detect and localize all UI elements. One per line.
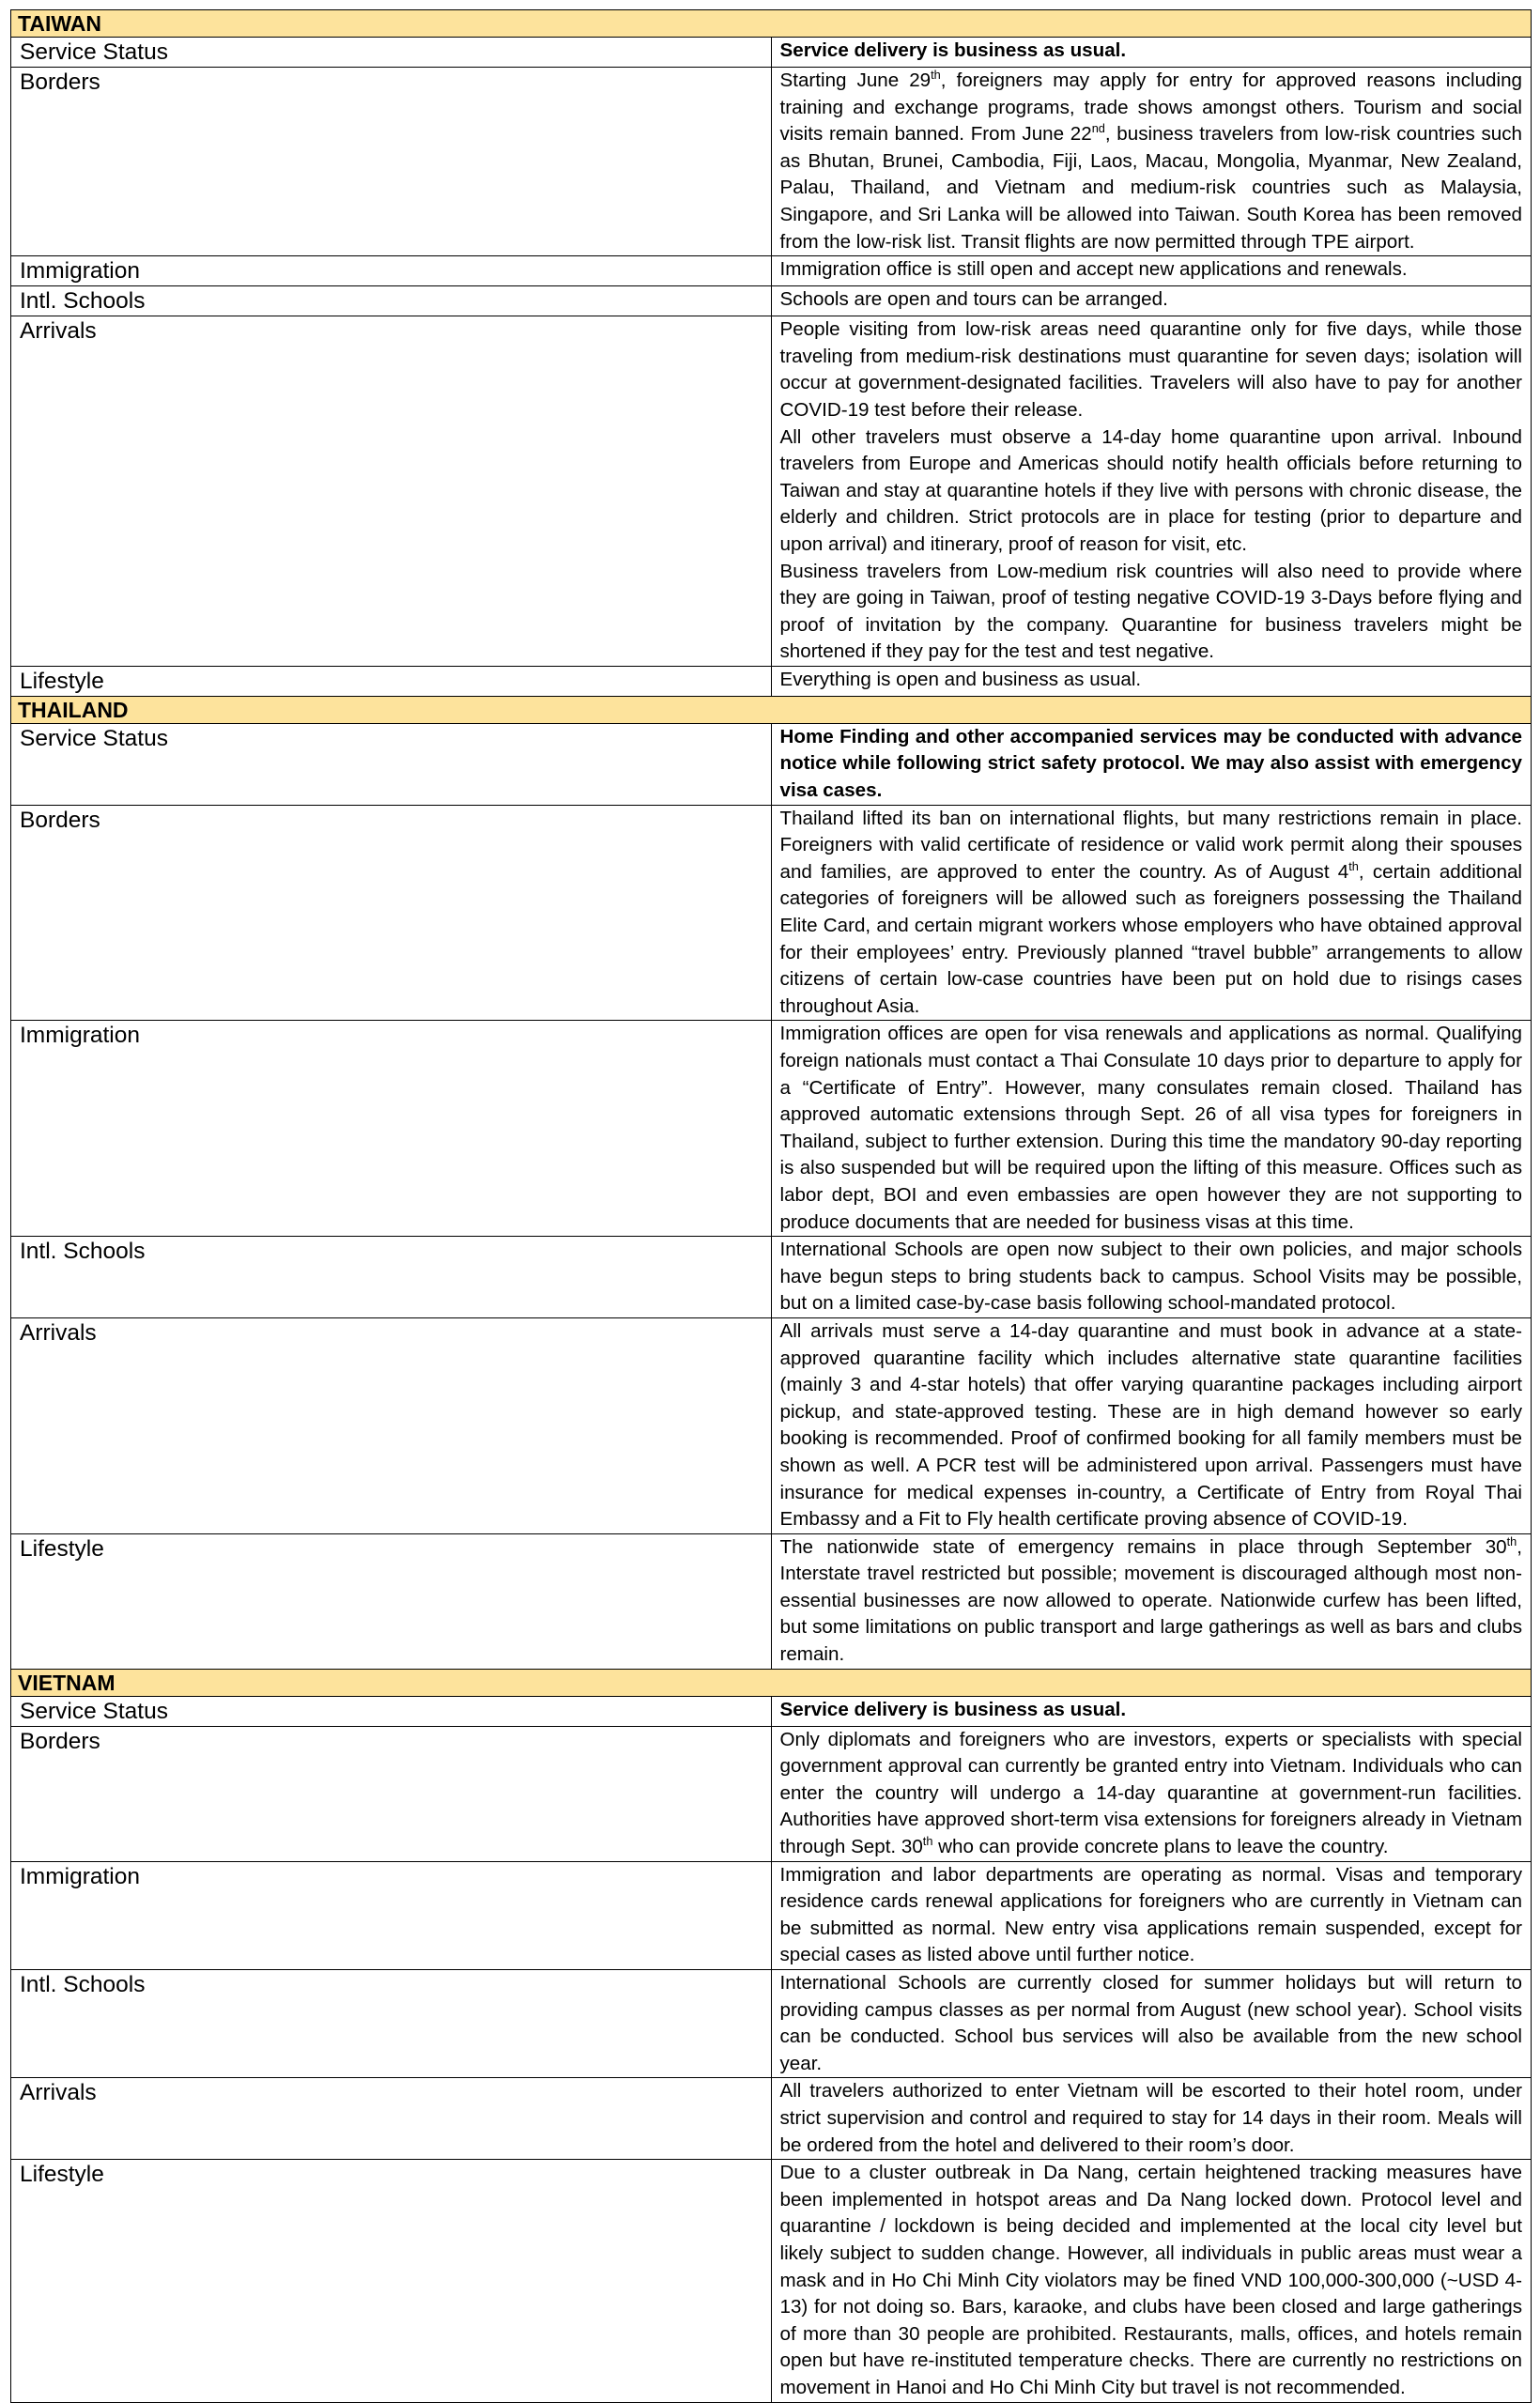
details-text: Thailand lifted its ban on international flights, but many restrictions remain in place. Foreigners with valid certificate of residence or valid work permit along their spouses and families, are approved to enter the country. As of August 4 bbox=[779, 807, 1522, 883]
category-label: Borders bbox=[11, 1726, 772, 1861]
category-label: Arrivals bbox=[11, 2078, 772, 2160]
details-paragraph bbox=[780, 2078, 1523, 2159]
details-text: , Interstate travel restricted but possible; movement is discouraged although most non-essential businesses are now allowed to operate. Nationwide curfew has been lifted, but some limitations on public transport and large gatherings as well as bars and clubs remain. bbox=[779, 1535, 1522, 1666]
details-text: Immigration offices are open for visa renewals and applications as normal. Qualifying foreign nationals must contact a Thai Consulate 10 days prior to departure to apply for a “Certificate of Entry”. However, many consulates remain closed. Thailand has approved automatic extensions through Sept. 26 of all visa types for foreigners in Thailand, subject to further extension. During this time the mandatory 90-day reporting is also suspended but will be required upon the lifting of this measure. Offices such as labor dept, BOI and even embassies are open however they are not supporting to produce documents that are needed for business visas at this time. bbox=[779, 1023, 1522, 1233]
details-text: Starting June 29 bbox=[779, 69, 932, 91]
category-details bbox=[771, 1317, 1532, 1533]
category-details bbox=[771, 805, 1532, 1021]
category-label: Lifestyle bbox=[11, 666, 772, 696]
category-label: Lifestyle bbox=[11, 1533, 772, 1669]
table-row bbox=[11, 1726, 1532, 1861]
table-row bbox=[11, 723, 1532, 805]
category-label: Borders bbox=[11, 805, 772, 1021]
details-paragraph bbox=[780, 286, 1523, 314]
category-details bbox=[771, 256, 1532, 286]
details-paragraph bbox=[780, 2160, 1523, 2401]
category-details bbox=[771, 1021, 1532, 1237]
table-row bbox=[11, 316, 1532, 667]
details-paragraph bbox=[780, 68, 1523, 255]
table-row bbox=[11, 2160, 1532, 2402]
table-row bbox=[11, 1317, 1532, 1533]
ordinal-suffix: th bbox=[1506, 1533, 1517, 1548]
category-details bbox=[771, 316, 1532, 667]
details-paragraph bbox=[780, 1021, 1523, 1236]
category-label: Intl. Schools bbox=[11, 286, 772, 316]
category-details bbox=[771, 1861, 1532, 1969]
table-row bbox=[11, 1237, 1532, 1318]
details-text: International Schools are currently closed for summer holidays but will return to providing campus classes as per normal from August (new school year). School visits can be conducted. School bus services will also be available from the new school year. bbox=[779, 1972, 1522, 2074]
details-text: , business travelers from low-risk countries such as Bhutan, Brunei, Cambodia, Fiji, Laos, Macau, Mongolia, Myanmar, New Zealand, Palau, Thailand, and Vietnam and medium-risk countries such as Malaysia, Singapore, and Sri Lanka will be allowed into Taiwan. South Korea has been removed from the low-risk list. Transit flights are now permitted through TPE airport. bbox=[779, 123, 1522, 253]
category-details bbox=[771, 286, 1532, 316]
table-row bbox=[11, 2078, 1532, 2160]
category-label: Intl. Schools bbox=[11, 1970, 772, 2078]
table-row bbox=[11, 68, 1532, 256]
details-paragraph bbox=[780, 559, 1523, 666]
country-name: VIETNAM bbox=[11, 1669, 1532, 1696]
details-paragraph bbox=[780, 1534, 1523, 1669]
table-row bbox=[11, 1533, 1532, 1669]
details-paragraph bbox=[780, 316, 1523, 424]
category-label: Arrivals bbox=[11, 316, 772, 667]
table-row bbox=[11, 38, 1532, 68]
category-label: Service Status bbox=[11, 38, 772, 68]
details-text: , certain additional categories of foreigners will be allowed such as foreigners possessing the Thailand Elite Card, and certain migrant workers whose employers who have obtained approval for their employees’ entry. Previously planned “travel bubble” arrangements to allow citizens of certain low-case countries have been put on hold due to risings cases throughout Asia. bbox=[779, 860, 1522, 1017]
details-paragraph bbox=[780, 1318, 1523, 1533]
details-text: Home Finding and other accompanied services may be conducted with advance notice while following strict safety protocol. We may also assist with emergency visa cases. bbox=[779, 725, 1522, 802]
table-row bbox=[11, 1696, 1532, 1726]
details-text: Service delivery is business as usual. bbox=[779, 39, 1127, 61]
details-paragraph bbox=[780, 1697, 1523, 1724]
category-label: Borders bbox=[11, 68, 772, 256]
country-advisory-document bbox=[10, 9, 1532, 2403]
details-text: Schools are open and tours can be arranged. bbox=[779, 288, 1168, 311]
details-text: Immigration office is still open and accept new applications and renewals. bbox=[779, 258, 1408, 281]
category-label: Service Status bbox=[11, 723, 772, 805]
category-details bbox=[771, 1726, 1532, 1861]
details-paragraph bbox=[780, 1862, 1523, 1969]
category-details bbox=[771, 1970, 1532, 2078]
country-header-row bbox=[11, 1669, 1532, 1696]
details-paragraph bbox=[780, 1727, 1523, 1861]
ordinal-suffix: nd bbox=[1091, 121, 1105, 136]
details-text: , foreigners may apply for entry for approved reasons including training and exchange programs, trade shows amongst others. Tourism and social visits remain banned. From June 22 bbox=[779, 69, 1522, 146]
category-label: Lifestyle bbox=[11, 2160, 772, 2402]
category-details bbox=[771, 38, 1532, 68]
country-advisory-table bbox=[10, 9, 1532, 2403]
details-text: All travelers authorized to enter Vietnam will be escorted to their hotel room, under strict supervision and control and required to stay for 14 days in their room. Meals will be ordered from the hotel and delivered to their room’s door. bbox=[779, 2080, 1522, 2156]
details-paragraph bbox=[780, 38, 1523, 65]
details-text: All arrivals must serve a 14-day quarantine and must book in advance at a state-approved quarantine facility which includes alternative state quarantine facilities (mainly 3 and 4-star hotels) that offer varying quarantine packages including airport pickup, and state-approved testing. These are in high demand however so early booking is recommended. Proof of confirmed booking for all family members must be shown as well. A PCR test will be administered upon arrival. Passengers must have insurance for medical expenses in-country, a Certificate of Entry from Royal Thai Embassy and a Fit to Fly health certificate proving absence of COVID-19. bbox=[779, 1319, 1522, 1531]
category-details bbox=[771, 2078, 1532, 2160]
details-text: Only diplomats and foreigners who are investors, experts or specialists with special government approval can currently be granted entry into Vietnam. Individuals who can enter the country will undergo a 14-day quarantine at government-run facilities. Authorities have approved short-term visa extensions for foreigners already in Vietnam through Sept. 30 bbox=[779, 1728, 1522, 1858]
category-details bbox=[771, 723, 1532, 805]
category-label: Arrivals bbox=[11, 1317, 772, 1533]
table-row bbox=[11, 286, 1532, 316]
table-row bbox=[11, 666, 1532, 696]
table-row bbox=[11, 1861, 1532, 1969]
table-row bbox=[11, 256, 1532, 286]
category-details bbox=[771, 1696, 1532, 1726]
category-details bbox=[771, 1237, 1532, 1318]
country-header-row bbox=[11, 696, 1532, 723]
details-text: Immigration and labor departments are operating as normal. Visas and temporary residence cards renewal applications for foreigners who are currently in Vietnam can be submitted as normal. New entry visa applications remain suspended, except for special cases as listed above until further notice. bbox=[779, 1863, 1522, 1966]
details-text: Everything is open and business as usual. bbox=[779, 668, 1142, 690]
category-details bbox=[771, 2160, 1532, 2402]
category-details bbox=[771, 1533, 1532, 1669]
country-header-row bbox=[11, 10, 1532, 38]
details-paragraph bbox=[780, 806, 1523, 1021]
category-label: Intl. Schools bbox=[11, 1237, 772, 1318]
details-text: Business travelers from Low-medium risk countries will also need to provide where they are going in Taiwan, proof of testing negative COVID-19 3-Days before flying and proof of invitation by the company. Quarantine for business travelers might be shortened if they pay for the test and test negative. bbox=[779, 560, 1522, 663]
table-row bbox=[11, 1970, 1532, 2078]
details-text: The nationwide state of emergency remains in place through September 30 bbox=[779, 1535, 1507, 1558]
table-row bbox=[11, 1021, 1532, 1237]
details-text: who can provide concrete plans to leave the country. bbox=[932, 1836, 1389, 1858]
details-text: Due to a cluster outbreak in Da Nang, certain heightened tracking measures have been implemented in hotspot areas and Da Nang locked down. Protocol level and quarantine / lockdown is being decided and implemented at the local city level but likely subject to sudden change. However, all individuals in public areas must wear a mask and in Ho Chi Minh City violators may be fined VND 100,000-300,000 (~USD 4-13) for not doing so. Bars, karaoke, and clubs have been closed and large gatherings of more than 30 people are prohibited. Restaurants, malls, offices, and hotels remain open but have re-instituted temperature checks. There are currently no restrictions on movement in Hanoi and Ho Chi Minh City but travel is not recommended. bbox=[779, 2162, 1522, 2398]
details-text: All other travelers must observe a 14-day home quarantine upon arrival. Inbound travelers from Europe and Americas should notify health officials before returning to Taiwan and stay at quarantine hotels if they live with persons with chronic disease, the elderly and children. Strict protocols are in place for testing (prior to departure and upon arrival) and itinerary, proof of reason for visit, etc. bbox=[779, 425, 1522, 555]
ordinal-suffix: th bbox=[1348, 858, 1359, 873]
details-text: International Schools are open now subject to their own policies, and major schools have begun steps to bring students back to campus. School Visits may be possible, but on a limited case-by-case basis following school-mandated protocol. bbox=[779, 1239, 1522, 1315]
details-text: Service delivery is business as usual. bbox=[779, 1698, 1127, 1720]
details-text: People visiting from low-risk areas need quarantine only for five days, while those traveling from medium-risk destinations must quarantine for seven days; isolation will occur at government-designated facilities. Travelers will also have to pay for another COVID-19 test before their release. bbox=[779, 318, 1522, 421]
category-details bbox=[771, 666, 1532, 696]
category-details bbox=[771, 68, 1532, 256]
details-paragraph bbox=[780, 256, 1523, 284]
advisory-table-body bbox=[11, 10, 1532, 2403]
details-paragraph bbox=[780, 724, 1523, 805]
country-name: THAILAND bbox=[11, 696, 1532, 723]
ordinal-suffix: th bbox=[922, 1834, 933, 1849]
details-paragraph bbox=[780, 667, 1523, 694]
category-label: Immigration bbox=[11, 1021, 772, 1237]
details-paragraph bbox=[780, 1970, 1523, 2077]
ordinal-suffix: th bbox=[931, 68, 941, 83]
table-row bbox=[11, 805, 1532, 1021]
category-label: Immigration bbox=[11, 256, 772, 286]
details-paragraph bbox=[780, 1237, 1523, 1317]
country-name: TAIWAN bbox=[11, 10, 1532, 38]
category-label: Immigration bbox=[11, 1861, 772, 1969]
details-paragraph bbox=[780, 424, 1523, 559]
category-label: Service Status bbox=[11, 1696, 772, 1726]
